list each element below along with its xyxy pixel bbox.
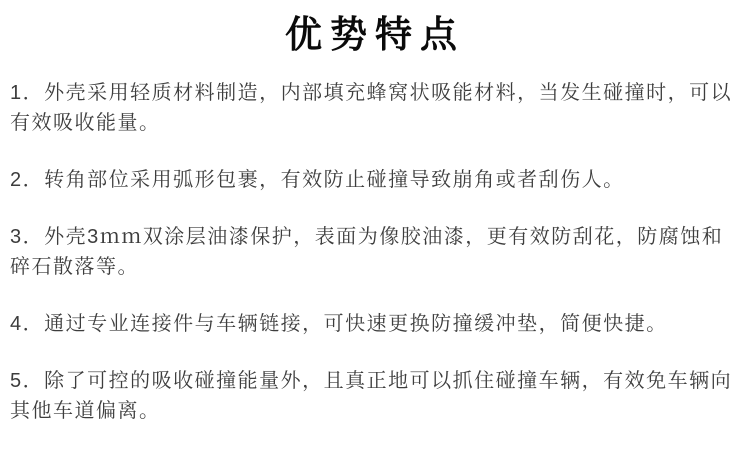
feature-item-4: 4．通过专业连接件与车辆链接，可快速更换防撞缓冲垫，简便快捷。	[10, 313, 668, 335]
feature-item-5: 5．除了可控的吸收碰撞能量外，且真正地可以抓住碰撞车辆，有效免车辆向其他车道偏离。	[10, 370, 733, 422]
page-title: 优势特点	[285, 14, 465, 55]
feature-item-1: 1．外壳采用轻质材料制造，内部填充蜂窝状吸能材料，当发生碰撞时，可以有效吸收能量。	[10, 82, 733, 134]
feature-item-2: 2．转角部位采用弧形包裹，有效防止碰撞导致崩角或者刮伤人。	[10, 169, 625, 191]
feature-item-3: 3．外壳3ｍｍ双涂层油漆保护，表面为像胶油漆，更有效防刮花，防腐蚀和碎石散落等。	[10, 226, 724, 278]
feature-list	[0, 64, 750, 426]
